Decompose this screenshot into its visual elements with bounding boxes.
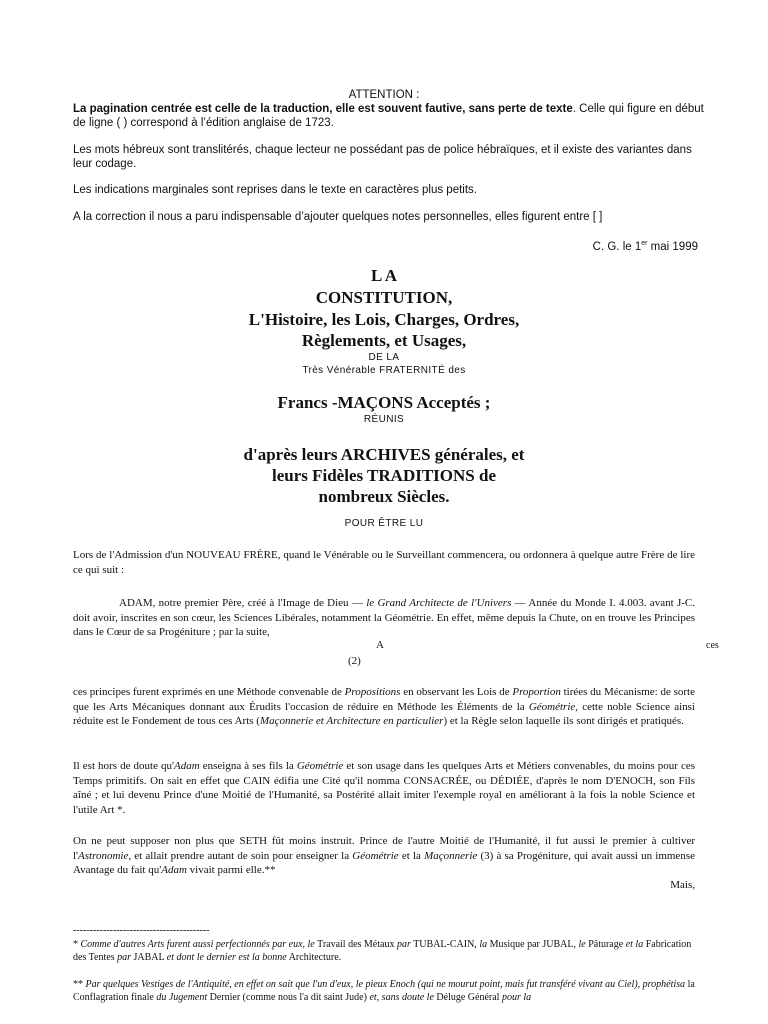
adam-text-c: — Année du Monde I. 4.003. avant J-C. doit avoir, inscrites en son cœur, les Sciences Libérales, notamment la Géométrie. En effet, même depuis la Chute, on en trouve les Principes dans le Cœur de sa Progéniture ; par la suite, <box>73 597 695 638</box>
fn1-j: et la <box>625 939 644 950</box>
footnote-2 <box>73 978 698 1004</box>
de-la: DE LA <box>368 352 400 363</box>
signature-sup: er <box>641 240 648 247</box>
fn2-h: pour la <box>501 992 532 1003</box>
p2-a: ces principes furent exprimés en une Méthode convenable de <box>73 686 345 698</box>
mais-catchword: Mais, <box>670 879 695 891</box>
title-line-1: L A <box>371 266 397 285</box>
p2-f: Géométrie <box>528 700 576 713</box>
p3-b: Adam <box>174 760 200 772</box>
fn1-n: et dont le dernier est la bonne <box>166 952 287 963</box>
pagination-note <box>73 102 713 130</box>
adam-text-b: le Grand Architecte de l'Univers <box>366 597 512 609</box>
p2-e: tirées du Mécanisme: de sorte que les Arts Mécaniques donnant aux Érudits l'occasion de réduire en Méthode les Éléments de la <box>73 686 695 713</box>
p4-b: Astronomie <box>78 849 129 862</box>
p4-a: On ne peut supposer non plus que SETH fût moins instruit. Prince de l'autre Moitié de l'Humanité, il fut aussi le premier à cultiver l' <box>73 835 695 862</box>
p2-d: Proportion <box>512 686 561 698</box>
marginal-marker-ces: ces <box>706 640 719 651</box>
p2-c: en observant les Lois de <box>400 686 513 698</box>
archives-line-2: leurs Fidèles TRADITIONS de <box>271 466 496 485</box>
adam-text-a: ADAM, notre premier Père, créé à l'Image de Dieu — <box>119 597 367 609</box>
footnote-rule: ----------------------------------------- <box>73 925 210 936</box>
fn1-d: par <box>396 939 411 950</box>
fn2-b: Par quelques Vestiges de l'Antiquité, en effet on sait que l'un d'eux, le pieux Enoch (qui ne mourut point, mais fut transféré vivant au Ciel), prophétisa <box>85 979 686 990</box>
fn2-c: la Conflagration finale <box>73 979 695 1003</box>
fn1-c: Travail des Métaux <box>314 939 397 950</box>
fn1-h: le <box>578 939 586 950</box>
pagination-note-bold: La pagination centrée est celle de la traduction, elle est souvent fautive, sans perte de texte <box>73 103 573 115</box>
fn1-i: Pâturage <box>585 939 626 950</box>
p2-g: , cette noble Science ainsi réduite est le Fondement de tous ces Arts ( <box>73 700 695 727</box>
p3-d: Géométrie <box>296 760 344 772</box>
p4-e: et la <box>398 849 425 862</box>
paragraph-4 <box>73 834 695 878</box>
signature-suffix: mai 1999 <box>647 240 698 253</box>
p4-h: Adam <box>161 864 187 876</box>
footnote-1 <box>73 938 698 964</box>
p3-a: Il est hors de doute qu' <box>73 760 174 772</box>
title-line-2: CONSTITUTION, <box>315 288 453 307</box>
paragraph-3 <box>73 759 695 817</box>
p2-b: Propositions <box>344 686 401 698</box>
hebrew-note: Les mots hébreux sont translitérés, chaque lecteur ne possédant pas de police hébraïques, et il existe des variantes dans leur codage. <box>73 144 692 170</box>
title-line-4: Règlements, et Usages, <box>301 331 467 350</box>
p3-e: et son usage dans les quelques Arts et Métiers convenables, du moins pour ces Temps primitifs. On sait en effet que CAIN édifia une Cité qu'il nomma CONSACRÉE, ou DÉDIÉE, d'après le nom D'ENOCH, son Fils aîné ; et lui devenu Prince d'une Moitié de l'Humanité, sa Postérité allait imiter l'exemple royal en améliorant à la fois la noble Science et l'utile Art *. <box>73 760 696 816</box>
fn1-l: par <box>117 952 132 963</box>
signature-prefix: C. G. le 1 <box>592 240 642 253</box>
fn1-k: Fabrication des Tentes <box>73 939 692 963</box>
p3-c: enseigna à ses fils la <box>199 760 297 772</box>
fn1-f: la <box>479 939 488 950</box>
fn2-f: et, sans doute le <box>369 992 434 1003</box>
adam-paragraph <box>73 596 695 640</box>
attention-heading: ATTENTION : <box>348 89 420 101</box>
fn2-g: Déluge Général <box>433 992 502 1003</box>
p4-c: , et allait prendre autant de soin pour enseigner la <box>128 849 353 862</box>
marginal-marker-a: A <box>376 639 384 651</box>
fn2-a: ** <box>73 979 86 990</box>
pour-etre-lu: POUR ÊTRE LU <box>344 518 424 529</box>
p4-f: Maçonnerie <box>424 849 478 862</box>
fn1-o: Architecture. <box>286 952 342 963</box>
page-marker-2: (2) <box>348 655 361 667</box>
francs-macons-title: Francs -MAÇONS Acceptés ; <box>277 393 491 412</box>
fn1-e: TUBAL-CAIN, <box>410 939 480 950</box>
pagination-note-rest: . Celle qui figure en début de ligne ( ) correspond à l’édition anglaise de 1723. <box>73 103 704 129</box>
archives-line-1: d'après leurs ARCHIVES générales, et <box>243 445 525 464</box>
fn1-a: * <box>73 939 81 950</box>
p2-i: ) et la Règle selon laquelle ils sont dirigés et pratiqués. <box>443 715 684 727</box>
reunis: RÉUNIS <box>363 414 405 425</box>
fn2-d: du Jugement <box>156 992 208 1003</box>
correction-note: A la correction il nous a paru indispensable d’ajouter quelques notes personnelles, elles figurent entre [ ] <box>73 211 603 223</box>
intro-paragraph: Lors de l'Admission d'un NOUVEAU FRÈRE, quand le Vénérable ou le Surveillant commencera, ou ordonnera à quelque autre Frère de lire ce qui suit : <box>73 549 695 576</box>
paragraph-2 <box>73 685 695 729</box>
fn1-b: Comme d'autres Arts furent aussi perfectionnés par eux, le <box>80 939 315 950</box>
marginal-note: Les indications marginales sont reprises dans le texte en caractères plus petits. <box>73 184 477 196</box>
fn1-g: Musique par JUBAL, <box>487 939 579 950</box>
title-line-3: L'Histoire, les Lois, Charges, Ordres, <box>248 310 520 329</box>
p4-d: Géométrie <box>352 849 399 862</box>
fn1-m: JABAL <box>131 952 167 963</box>
fraternite-line: Très Vénérable FRATERNITÉ des <box>302 365 466 376</box>
p4-i: vivait parmi elle.** <box>186 864 276 876</box>
p2-h: Maçonnerie et Architecture en particulier <box>259 715 444 727</box>
p4-g: (3) à sa Progéniture, qui avait aussi un immense Avantage du fait qu' <box>73 849 695 876</box>
fn2-e: Dernier (comme nous l'a dit saint Jude) <box>207 992 370 1003</box>
signature <box>593 237 698 254</box>
archives-line-3: nombreux Siècles. <box>318 487 450 506</box>
